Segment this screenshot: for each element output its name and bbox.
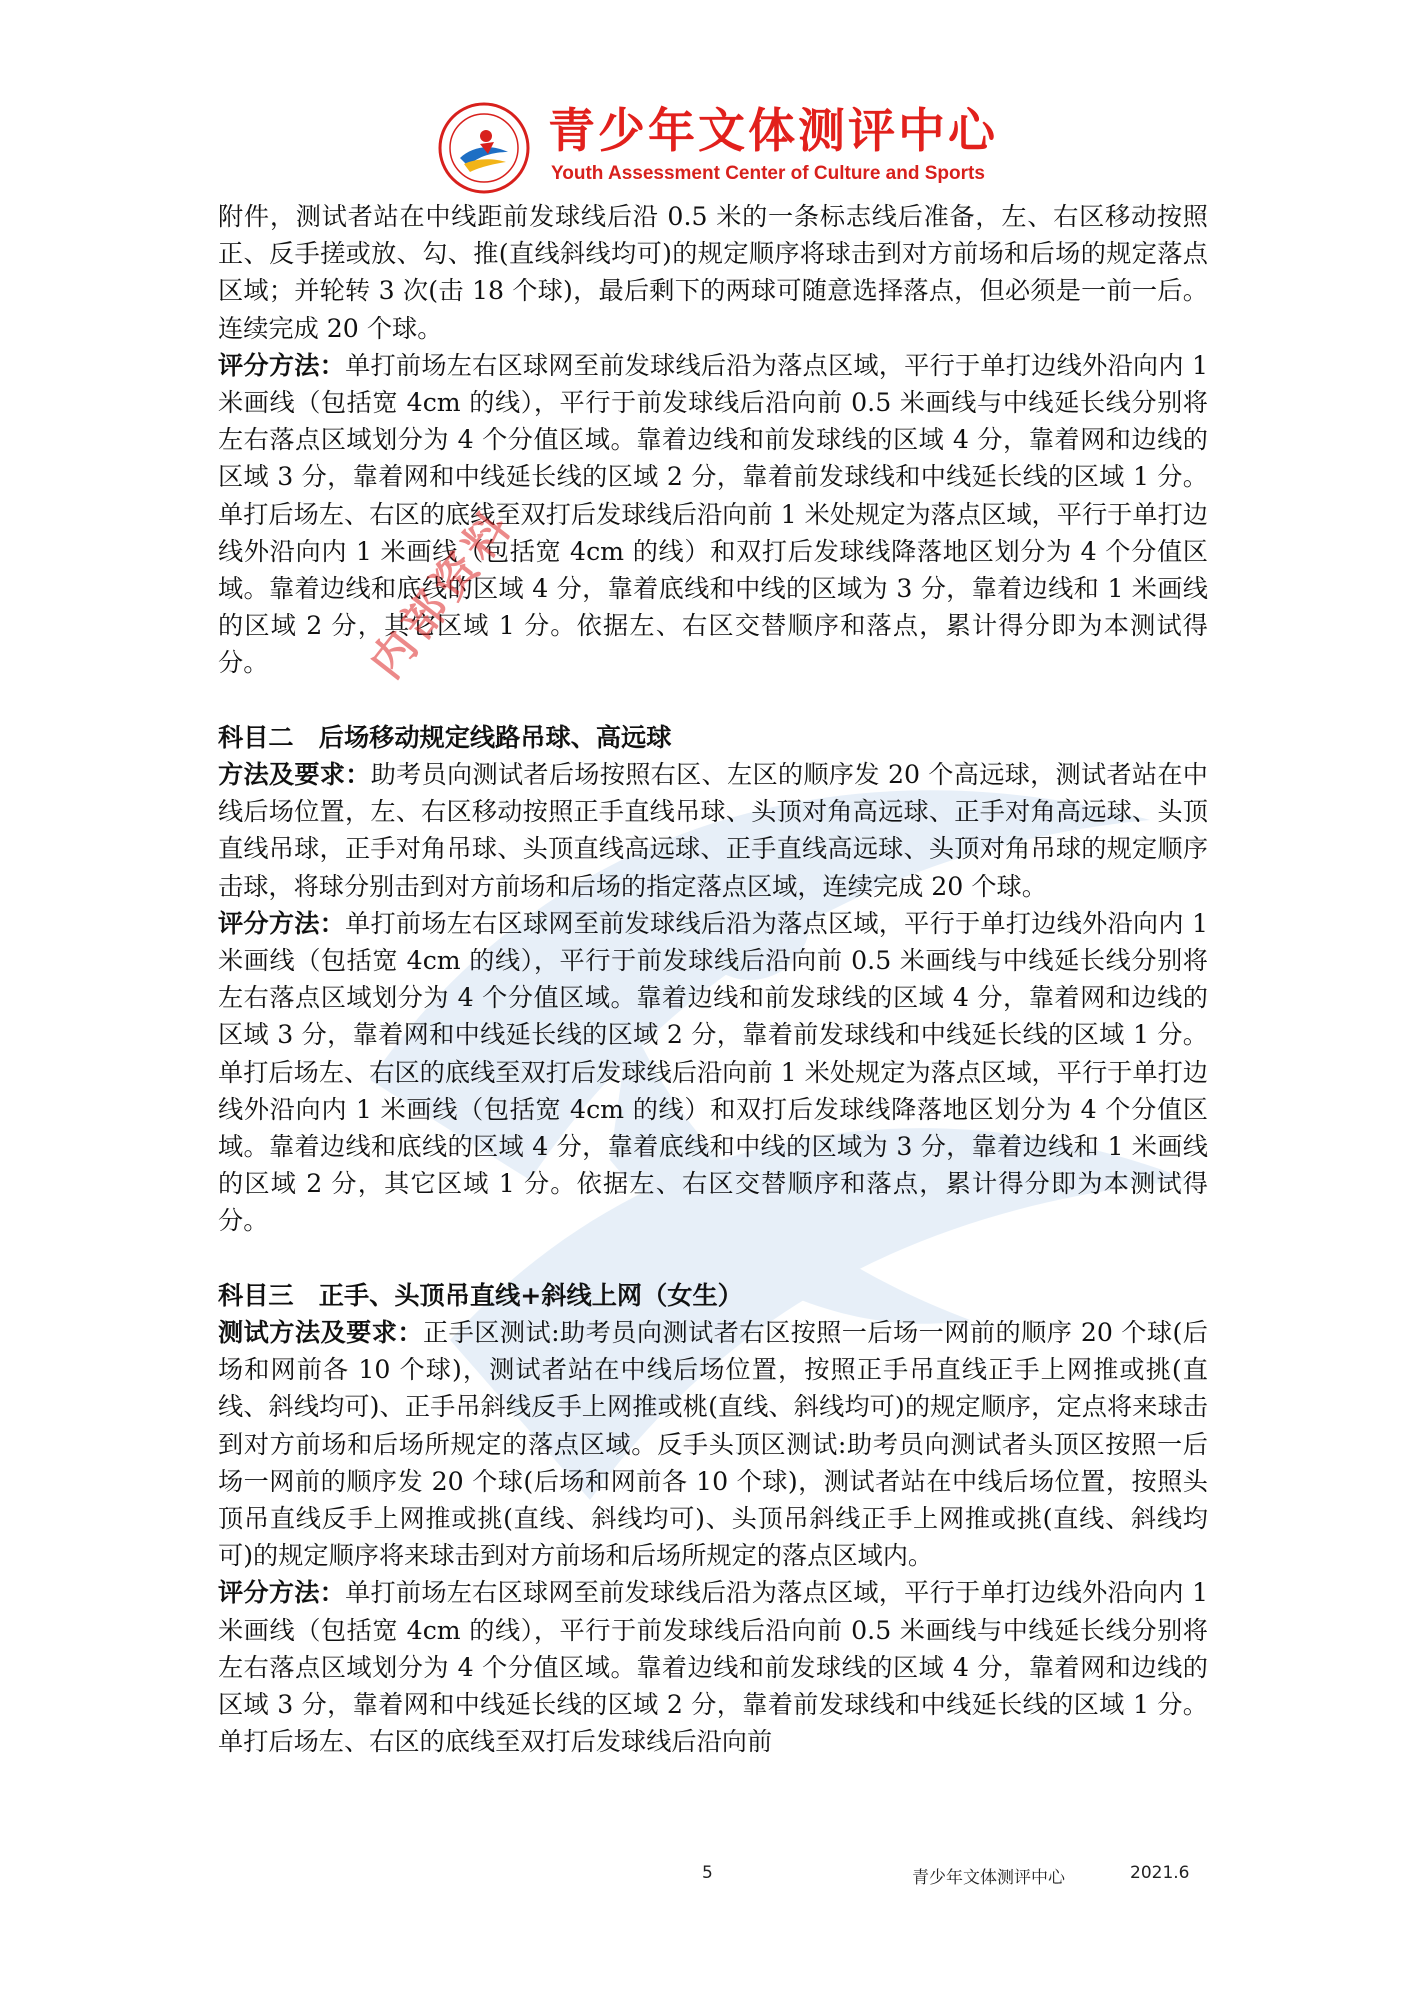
document-body [218, 198, 1208, 1761]
paragraph-text: 正手区测试:助考员向测试者右区按照一后场一网前的顺序 20 个球(后场和网前各 10 个球)，测试者站在中线后场位置，按照正手吊直线正手上网推或挑(直线、斜线均可)、正手吊斜线反手上网推或桃(直线、斜线均可)的规定顺序，定点将来球击到对方前场和后场所规定的落点区域。反手头顶区测试:助考员向测试者头顶区按照一后场一网前的顺序发 20 个球(后场和网前各 10 个球)，测试者站在中线后场位置，按照头顶吊直线反手上网推或挑(直线、斜线均可)、头顶吊斜线正手上网推或挑(直线、斜线均可)的规定顺序将来球击到对方前场和后场所规定的落点区域内。 [218, 1318, 1208, 1571]
paragraph-label: 测试方法及要求： [218, 1317, 423, 1348]
paragraph: 附件，测试者站在中线距前发球线后沿 0.5 米的一条标志线后准备，左、右区移动按照正、反手搓或放、勾、推(直线斜线均可)的规定顺序将球击到对方前场和后场的规定落点区域；并轮转 3 次(击 18 个球)，最后剩下的两球可随意选择落点，但必须是一前一后。连续完成 20 个球。 [218, 202, 1208, 343]
paragraph-label: 评分方法： [218, 907, 346, 938]
spacer [218, 682, 1208, 719]
paragraph-text: 单打前场左右区球网至前发球线后沿为落点区域，平行于单打边线外沿向内 1 米画线（包括宽 4cm 的线），平行于前发球线后沿向前 0.5 米画线与中线延长线分别将左右落点区域划分为 4 个分值区域。靠着边线和前发球线的区域 4 分，靠着网和边线的区域 3 分，靠着网和中线延长线的区域 2 分，靠着前发球线和中线延长线的区域 1 分。单打后场左、右区的底线至双打后发球线后沿向前 [218, 1578, 1208, 1757]
paragraph-text: 单打前场左右区球网至前发球线后沿为落点区域，平行于单打边线外沿向内 1 米画线（包括宽 4cm 的线），平行于前发球线后沿向前 0.5 米画线与中线延长线分别将左右落点区域划分为 4 个分值区域。靠着边线和前发球线的区域 4 分，靠着网和边线的区域 3 分，靠着网和中线延长线的区域 2 分，靠着前发球线和中线延长线的区域 1 分。单打后场左、右区的底线至双打后发球线后沿向前 1 米处规定为落点区域，平行于单打边线外沿向内 1 米画线（包括宽 4cm 的线）和双打后发球线降落地区划分为 4 个分值区域。靠着边线和底线的区域 4 分，靠着底线和中线的区域为 3 分，靠着边线和 1 米画线的区域 2 分，其它区域 1 分。依据左、右区交替顺序和落点，累计得分即为本测试得分。 [218, 908, 1208, 1236]
section-heading: 科目二 后场移动规定线路吊球、高远球 [218, 721, 672, 752]
paragraph [218, 1574, 1208, 1760]
stamp-text: 内部资料 [360, 499, 524, 689]
section-heading: 科目三 正手、头顶吊直线+斜线上网（女生） [218, 1279, 743, 1310]
paragraph-label: 方法及要求： [218, 759, 371, 790]
paragraph [218, 1314, 1208, 1574]
brand-chinese-name: 青少年文体测评中心 [548, 104, 998, 159]
page-number: 5 [702, 1863, 713, 1883]
spacer [218, 1240, 1208, 1277]
paragraph [218, 347, 1208, 682]
paragraph-label: 评分方法： [218, 349, 346, 380]
paragraph-text: 助考员向测试者后场按照右区、左区的顺序发 20 个高远球，测试者站在中线后场位置，左、右区移动按照正手直线吊球、头顶对角高远球、正手对角高远球、头顶直线吊球，正手对角吊球、头顶直线高远球、正手直线高远球、头顶对角吊球的规定顺序击球，将球分别击到对方前场和后场的指定落点区域，连续完成 20 个球。 [218, 760, 1208, 901]
brand-english-name: Youth Assessment Center of Culture and Sports [551, 163, 985, 184]
paragraph-label: 评分方法： [218, 1577, 346, 1608]
paragraph-text: 单打前场左右区球网至前发球线后沿为落点区域，平行于单打边线外沿向内 1 米画线（包括宽 4cm 的线），平行于前发球线后沿向前 0.5 米画线与中线延长线分别将左右落点区域划分为 4 个分值区域。靠着边线和前发球线的区域 4 分，靠着网和边线的区域 3 分，靠着网和中线延长线的区域 2 分，靠着前发球线和中线延长线的区域 1 分。单打后场左、右区的底线至双打后发球线后沿向前 1 米处规定为落点区域，平行于单打边线外沿向内 1 米画线（包括宽 4cm 的线）和双打后发球线降落地区划分为 4 个分值区域。靠着边线和底线的区域 4 分，靠着底线和中线的区域为 3 分，靠着边线和 1 米画线的区域 2 分，其它区域 1 分。依据左、右区交替顺序和落点，累计得分即为本测试得分。 [218, 350, 1208, 678]
footer-organization: 青少年文体测评中心 [912, 1868, 1065, 1888]
page-header [0, 96, 1414, 206]
center-logo-icon [438, 102, 530, 194]
page-footer [0, 1863, 1414, 1893]
paragraph [218, 905, 1208, 1240]
paragraph [218, 756, 1208, 905]
footer-date: 2021.6 [1130, 1863, 1190, 1883]
